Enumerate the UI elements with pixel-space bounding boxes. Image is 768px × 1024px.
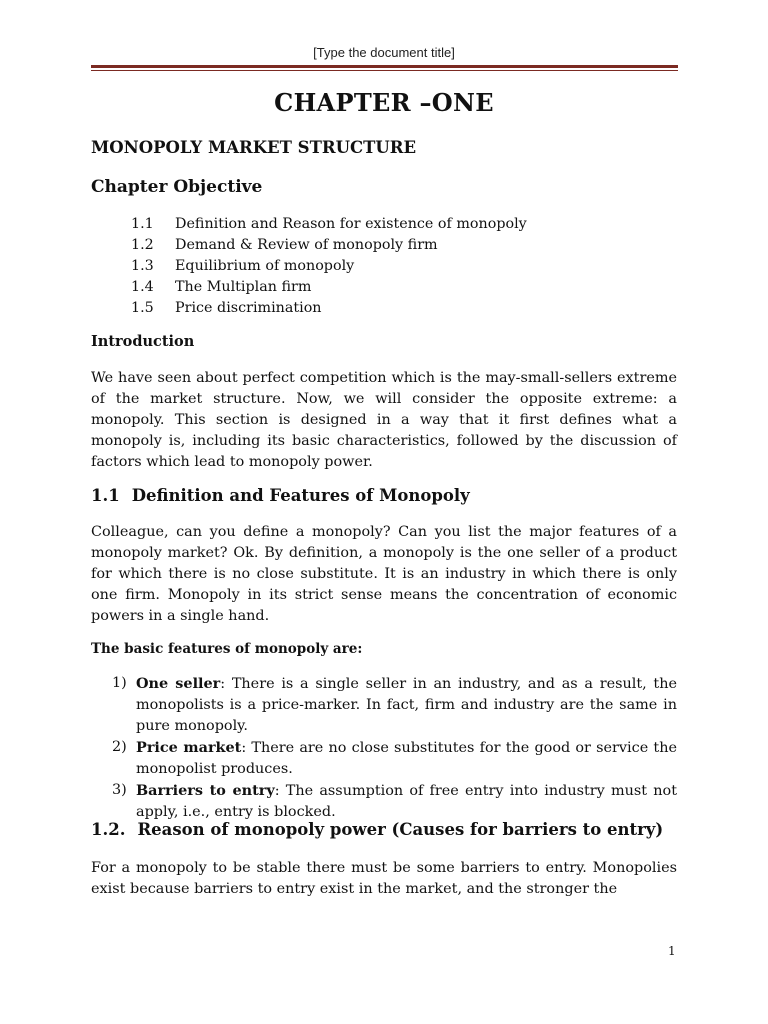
objective-text: Equilibrium of monopoly — [175, 258, 355, 274]
chapter-subtitle: MONOPOLY MARKET STRUCTURE — [91, 138, 417, 157]
objective-item — [131, 214, 527, 235]
objective-item — [131, 277, 527, 298]
feature-text: : The assumption of free entry into industry must not apply, i.e., entry is blocked. — [136, 783, 677, 820]
objective-text: The Multiplan firm — [175, 279, 312, 295]
objective-number: 1.4 — [131, 279, 154, 295]
section-1-2-heading — [91, 820, 663, 839]
features-heading: The basic features of monopoly are: — [91, 641, 363, 657]
feature-number: 3) — [112, 782, 127, 798]
objective-number: 1.1 — [131, 216, 154, 232]
section-title: Definition and Features of Monopoly — [131, 486, 470, 505]
header-rule-thin — [91, 70, 678, 71]
definition-paragraph: Colleague, can you define a monopoly? Can you list the major features of a monopoly market? Ok. By definition, a monopoly is the one seller of a product for which there is no close substitute. It is an industry in which there is only one firm. Monopoly in its strict sense means the concentration of economic powers in a single hand. — [91, 524, 677, 624]
feature-item — [91, 737, 677, 780]
objective-item — [131, 298, 527, 319]
objective-text: Price discrimination — [175, 300, 322, 316]
feature-term: One seller — [136, 675, 221, 692]
header-rule-thick — [91, 65, 678, 68]
objective-number: 1.5 — [131, 300, 154, 316]
feature-item — [91, 673, 677, 737]
introduction-paragraph: We have seen about perfect competition which is the may-small-sellers extreme of the market structure. Now, we will consider the opposite extreme: a monopoly. This section is designed in a way that it first defines what a monopoly is, including its basic characteristics, followed by the discussion of factors which lead to monopoly power. — [91, 370, 677, 470]
feature-item — [91, 780, 677, 823]
feature-text: : There are no close substitutes for the good or service the monopolist produces. — [136, 740, 677, 777]
objective-number: 1.2 — [131, 237, 154, 253]
section-number: 1.2. — [91, 820, 126, 839]
objective-number: 1.3 — [131, 258, 154, 274]
feature-text: : There is a single seller in an industry, and as a result, the monopolists is a price-marker. In fact, firm and industry are the same in pure monopoly. — [136, 676, 678, 734]
document-header-title: [Type the document title] — [313, 45, 455, 60]
feature-number: 2) — [112, 739, 127, 755]
objective-item — [131, 235, 527, 256]
page-number: 1 — [668, 944, 676, 958]
objective-item — [131, 256, 527, 277]
feature-term: Price market — [136, 739, 242, 756]
section-1-1-heading — [91, 486, 470, 505]
feature-term: Barriers to entry — [136, 782, 275, 799]
chapter-title: CHAPTER –ONE — [274, 88, 494, 117]
feature-number: 1) — [112, 675, 127, 691]
objectives-heading: Chapter Objective — [91, 177, 263, 197]
section-number: 1.1 — [91, 486, 120, 505]
features-list — [91, 673, 677, 823]
objective-text: Definition and Reason for existence of monopoly — [175, 216, 527, 232]
objectives-list — [131, 214, 527, 319]
barriers-paragraph: For a monopoly to be stable there must be some barriers to entry. Monopolies exist because barriers to entry exist in the market, and the stronger the — [91, 860, 677, 897]
section-title: Reason of monopoly power (Causes for barriers to entry) — [137, 820, 664, 839]
objective-text: Demand & Review of monopoly firm — [175, 237, 438, 253]
introduction-heading: Introduction — [91, 333, 195, 350]
